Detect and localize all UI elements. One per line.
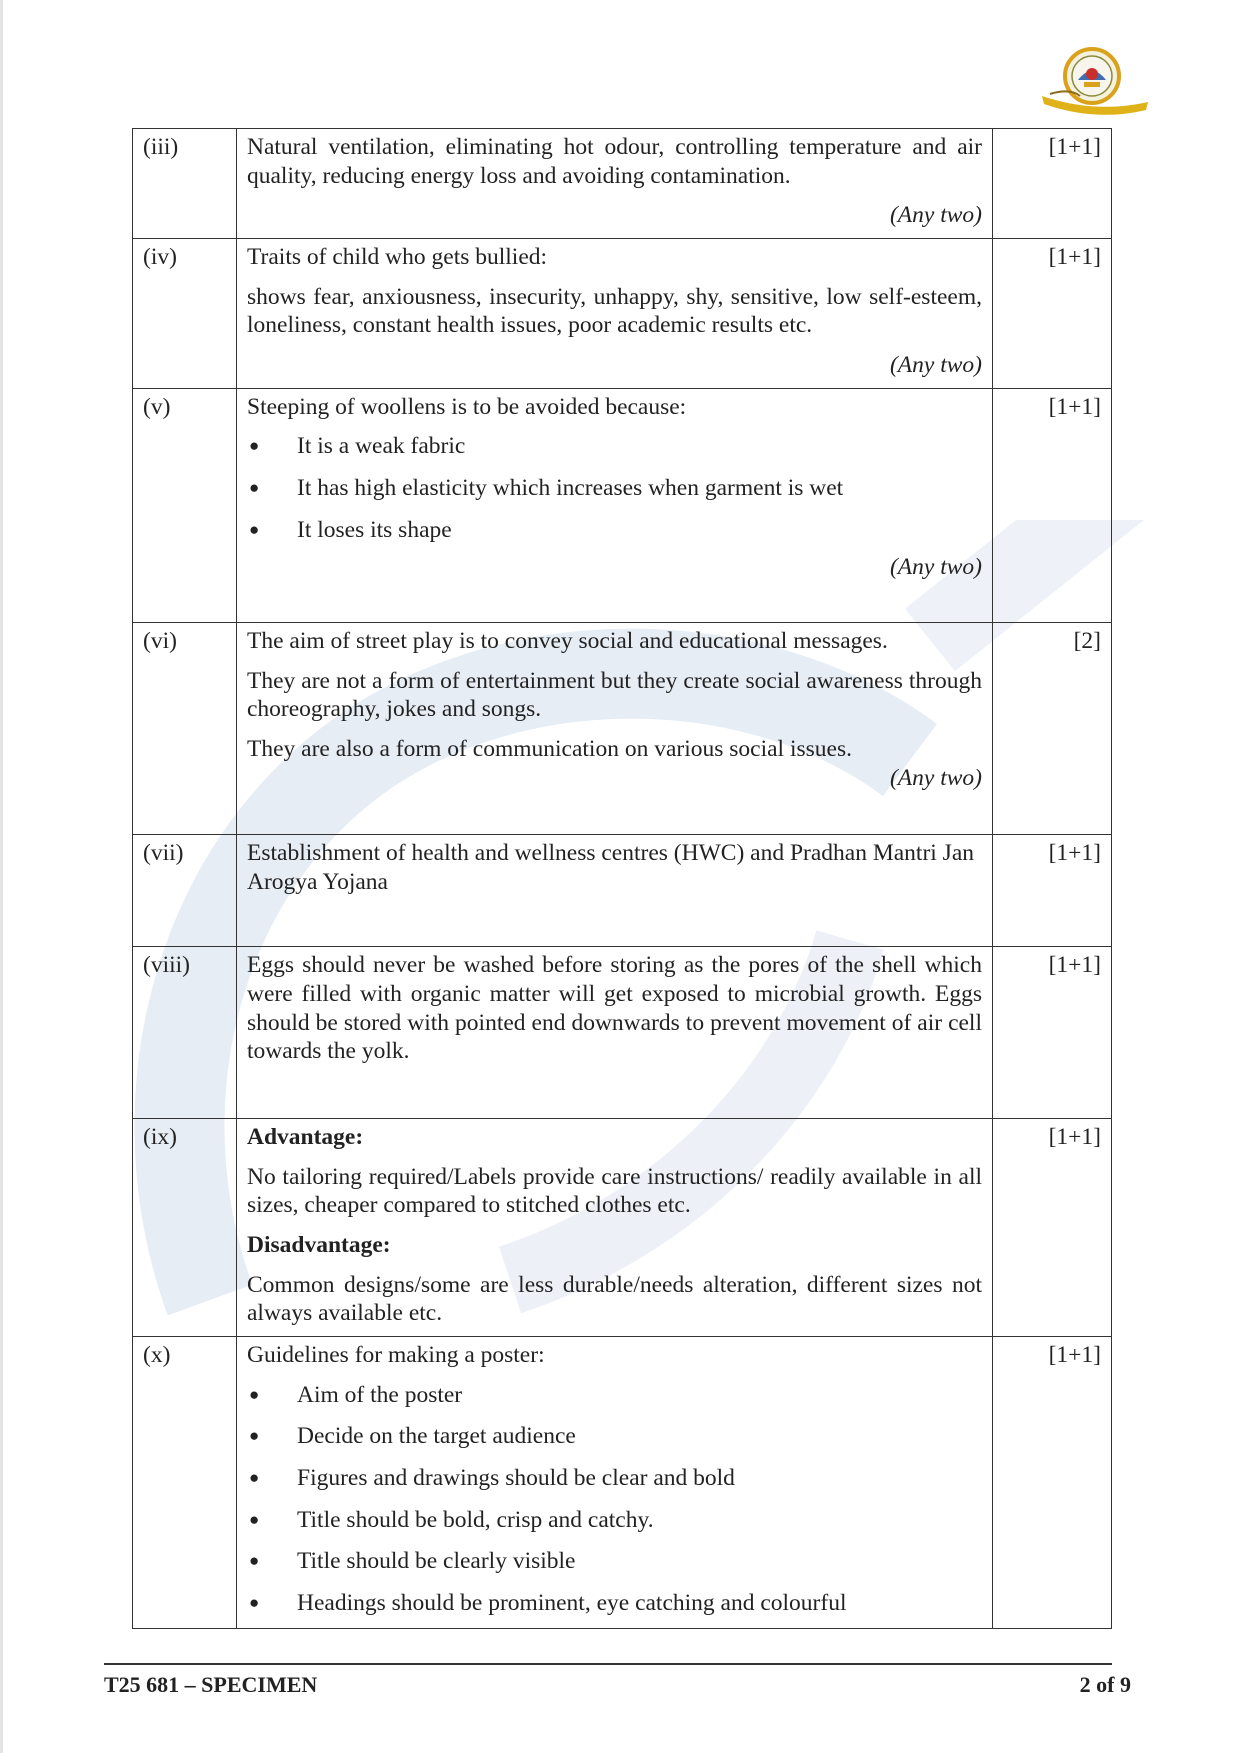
question-number: (iii): [133, 129, 237, 239]
answer-text: They are not a form of entertainment but they create social awareness through choreography, jokes and songs.: [247, 667, 982, 723]
answer-text: They are also a form of communication on various social issues.: [247, 735, 852, 762]
answer-cell: [237, 129, 993, 239]
marks: [1+1]: [993, 1119, 1112, 1337]
any-two-note: (Any two): [889, 554, 982, 581]
any-two-note: (Any two): [889, 764, 982, 791]
marks: [1+1]: [993, 238, 1112, 388]
marks: [1+1]: [993, 388, 1112, 622]
table-row: [133, 1119, 1112, 1337]
table-row: [133, 947, 1112, 1119]
scan-edge: [0, 0, 3, 1753]
marks: [1+1]: [993, 129, 1112, 239]
answer-text: Eggs should never be washed before storing as the pores of the shell which were filled with organic matter will get exposed to microbial growth. Eggs should be stored with pointed end downwards to prevent movement of air cell towards the yolk.: [247, 952, 982, 1065]
answer-cell: [237, 622, 993, 834]
table-row: [133, 835, 1112, 947]
footer-divider: [104, 1663, 1112, 1665]
any-two-note: (Any two): [889, 202, 982, 229]
paper-code: T25 681 – SPECIMEN: [104, 1672, 318, 1697]
question-number: (iv): [133, 238, 237, 388]
answer-cell: [237, 1119, 993, 1337]
advantage-heading: Advantage:: [247, 1124, 364, 1151]
answer-cell: [237, 238, 993, 388]
marks: [1+1]: [993, 1337, 1112, 1629]
bullet-list: [247, 432, 982, 544]
marking-scheme-table: [132, 128, 1112, 1629]
list-item: ● Title should be bold, crisp and catchy.: [247, 1506, 982, 1535]
list-item: ● Aim of the poster: [247, 1381, 982, 1410]
table-row: [133, 622, 1112, 834]
page-number: 2 of 9: [1079, 1672, 1131, 1697]
answer-text: Traits of child who gets bullied:: [247, 243, 548, 270]
question-number: (v): [133, 388, 237, 622]
answer-text: Steeping of woollens is to be avoided because:: [247, 393, 687, 420]
answer-text: shows fear, anxiousness, insecurity, unhappy, shy, sensitive, low self-esteem, loneliness, constant health issues, poor academic results etc.: [247, 283, 982, 339]
disadvantage-text: Common designs/some are less durable/needs alteration, different sizes not always available etc.: [247, 1271, 982, 1327]
list-item: ● It is a weak fabric: [247, 432, 982, 461]
advantage-text: No tailoring required/Labels provide care instructions/ readily available in all sizes, cheaper compared to stitched clothes etc.: [247, 1163, 982, 1219]
table-row: [133, 129, 1112, 239]
list-item: ● Decide on the target audience: [247, 1422, 982, 1451]
disadvantage-heading: Disadvantage:: [247, 1232, 391, 1259]
answer-cell: [237, 947, 993, 1119]
list-item: ● Headings should be prominent, eye catching and colourful: [247, 1589, 982, 1618]
list-item: ● It has high elasticity which increases when garment is wet: [247, 474, 982, 503]
table-row: [133, 388, 1112, 622]
list-item: ● Figures and drawings should be clear and bold: [247, 1464, 982, 1493]
answer-text: Establishment of health and wellness centres (HWC) and Pradhan Mantri Jan Arogya Yojana: [247, 840, 974, 895]
answer-cell: [237, 1337, 993, 1629]
cisce-logo: [1040, 44, 1150, 124]
question-number: (vi): [133, 622, 237, 834]
question-number: (ix): [133, 1119, 237, 1337]
answer-text: Guidelines for making a poster:: [247, 1342, 545, 1369]
answer-text: The aim of street play is to convey social and educational messages.: [247, 627, 888, 654]
table-row: [133, 238, 1112, 388]
list-item: ● Title should be clearly visible: [247, 1547, 982, 1576]
bullet-list: [247, 1381, 982, 1618]
table-row: [133, 1337, 1112, 1629]
marks: [1+1]: [993, 835, 1112, 947]
question-number: (x): [133, 1337, 237, 1629]
answer-text: Natural ventilation, eliminating hot odour, controlling temperature and air quality, reducing energy loss and avoiding contamination.: [247, 134, 982, 189]
question-number: (vii): [133, 835, 237, 947]
list-item: ● It loses its shape: [247, 516, 982, 545]
answer-cell: [237, 835, 993, 947]
answer-cell: [237, 388, 993, 622]
marks: [2]: [993, 622, 1112, 834]
question-number: (viii): [133, 947, 237, 1119]
any-two-note: (Any two): [889, 351, 982, 378]
marks: [1+1]: [993, 947, 1112, 1119]
